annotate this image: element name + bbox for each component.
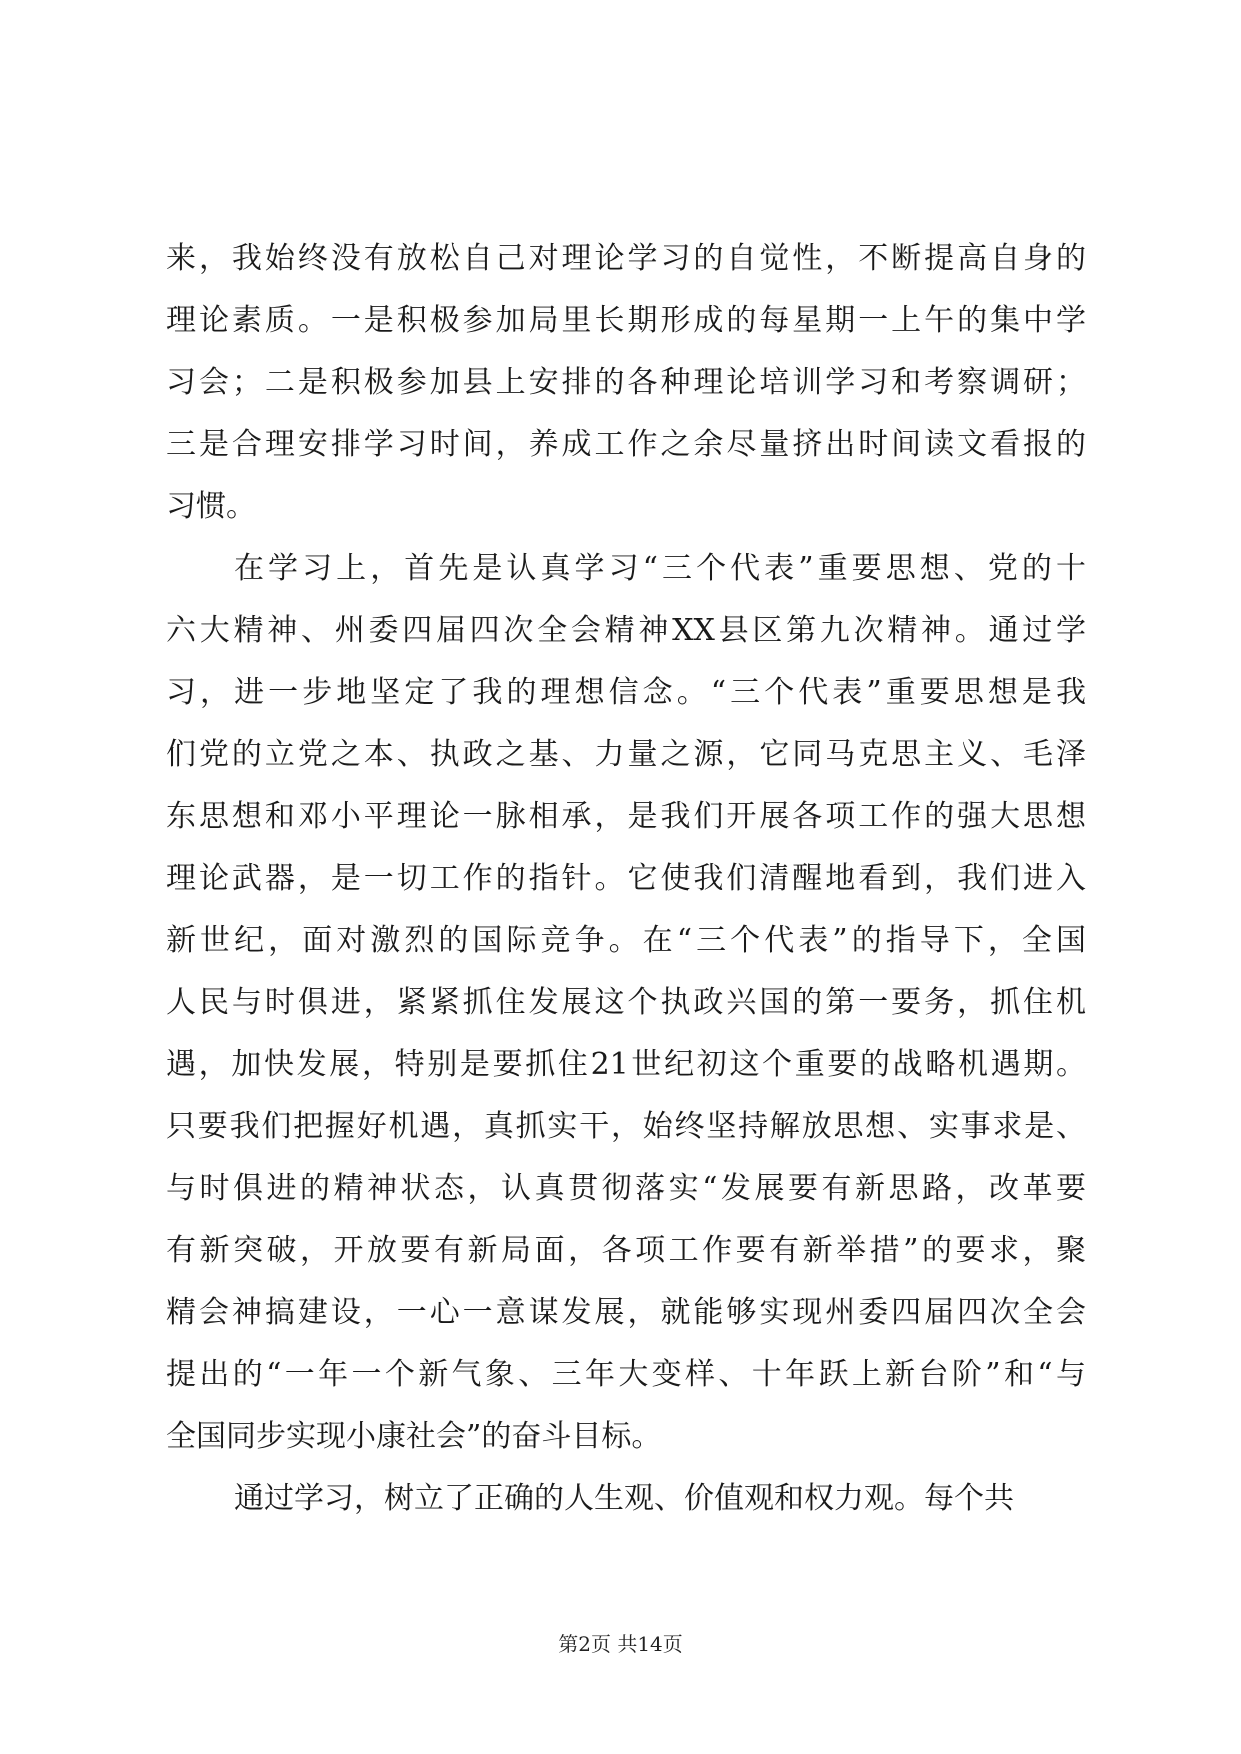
body-text <box>166 228 1086 1530</box>
text-line: 在学习上，首先是认真学习“三个代表”重要思想、党的十 <box>234 551 1086 586</box>
text-line: 习惯。 <box>166 489 256 524</box>
paragraph <box>166 228 1086 538</box>
text-line: 人民与时俱进，紧紧抓住发展这个执政兴国的第一要务，抓住机 <box>166 985 1086 1020</box>
text-line: 新世纪，面对激烈的国际竞争。在“三个代表”的指导下，全国 <box>166 923 1086 958</box>
text-line: 来，我始终没有放松自己对理论学习的自觉性，不断提高自身的 <box>166 241 1086 276</box>
text-line: 提出的“一年一个新气象、三年大变样、十年跃上新台阶”和“与 <box>166 1357 1086 1392</box>
text-line: 精会神搞建设，一心一意谋发展，就能够实现州委四届四次全会 <box>166 1295 1086 1330</box>
text-line: 们党的立党之本、执政之基、力量之源，它同马克思主义、毛泽 <box>166 737 1086 772</box>
paragraph <box>166 538 1086 1468</box>
text-line: 习，进一步地坚定了我的理想信念。“三个代表”重要思想是我 <box>166 675 1086 710</box>
text-line: 通过学习，树立了正确的人生观、价值观和权力观。每个共 <box>234 1481 1014 1516</box>
page-footer: 第2页 共14页 <box>558 1632 683 1656</box>
text-line: 习会；二是积极参加县上安排的各种理论培训学习和考察调研； <box>166 365 1086 400</box>
text-line: 三是合理安排学习时间，养成工作之余尽量挤出时间读文看报的 <box>166 427 1086 462</box>
text-line: 与时俱进的精神状态，认真贯彻落实“发展要有新思路，改革要 <box>166 1171 1086 1206</box>
text-line: 六大精神、州委四届四次全会精神XX县区第九次精神。通过学 <box>166 613 1086 648</box>
text-line: 理论素质。一是积极参加局里长期形成的每星期一上午的集中学 <box>166 303 1086 338</box>
paragraph <box>166 1468 1086 1530</box>
text-line: 理论武器，是一切工作的指针。它使我们清醒地看到，我们进入 <box>166 861 1086 896</box>
text-line: 有新突破，开放要有新局面，各项工作要有新举措”的要求，聚 <box>166 1233 1086 1268</box>
text-line: 遇，加快发展，特别是要抓住21世纪初这个重要的战略机遇期。 <box>166 1047 1086 1082</box>
text-line: 东思想和邓小平理论一脉相承，是我们开展各项工作的强大思想 <box>166 799 1086 834</box>
text-line: 只要我们把握好机遇，真抓实干，始终坚持解放思想、实事求是、 <box>166 1109 1086 1144</box>
text-line: 全国同步实现小康社会”的奋斗目标。 <box>166 1419 662 1454</box>
